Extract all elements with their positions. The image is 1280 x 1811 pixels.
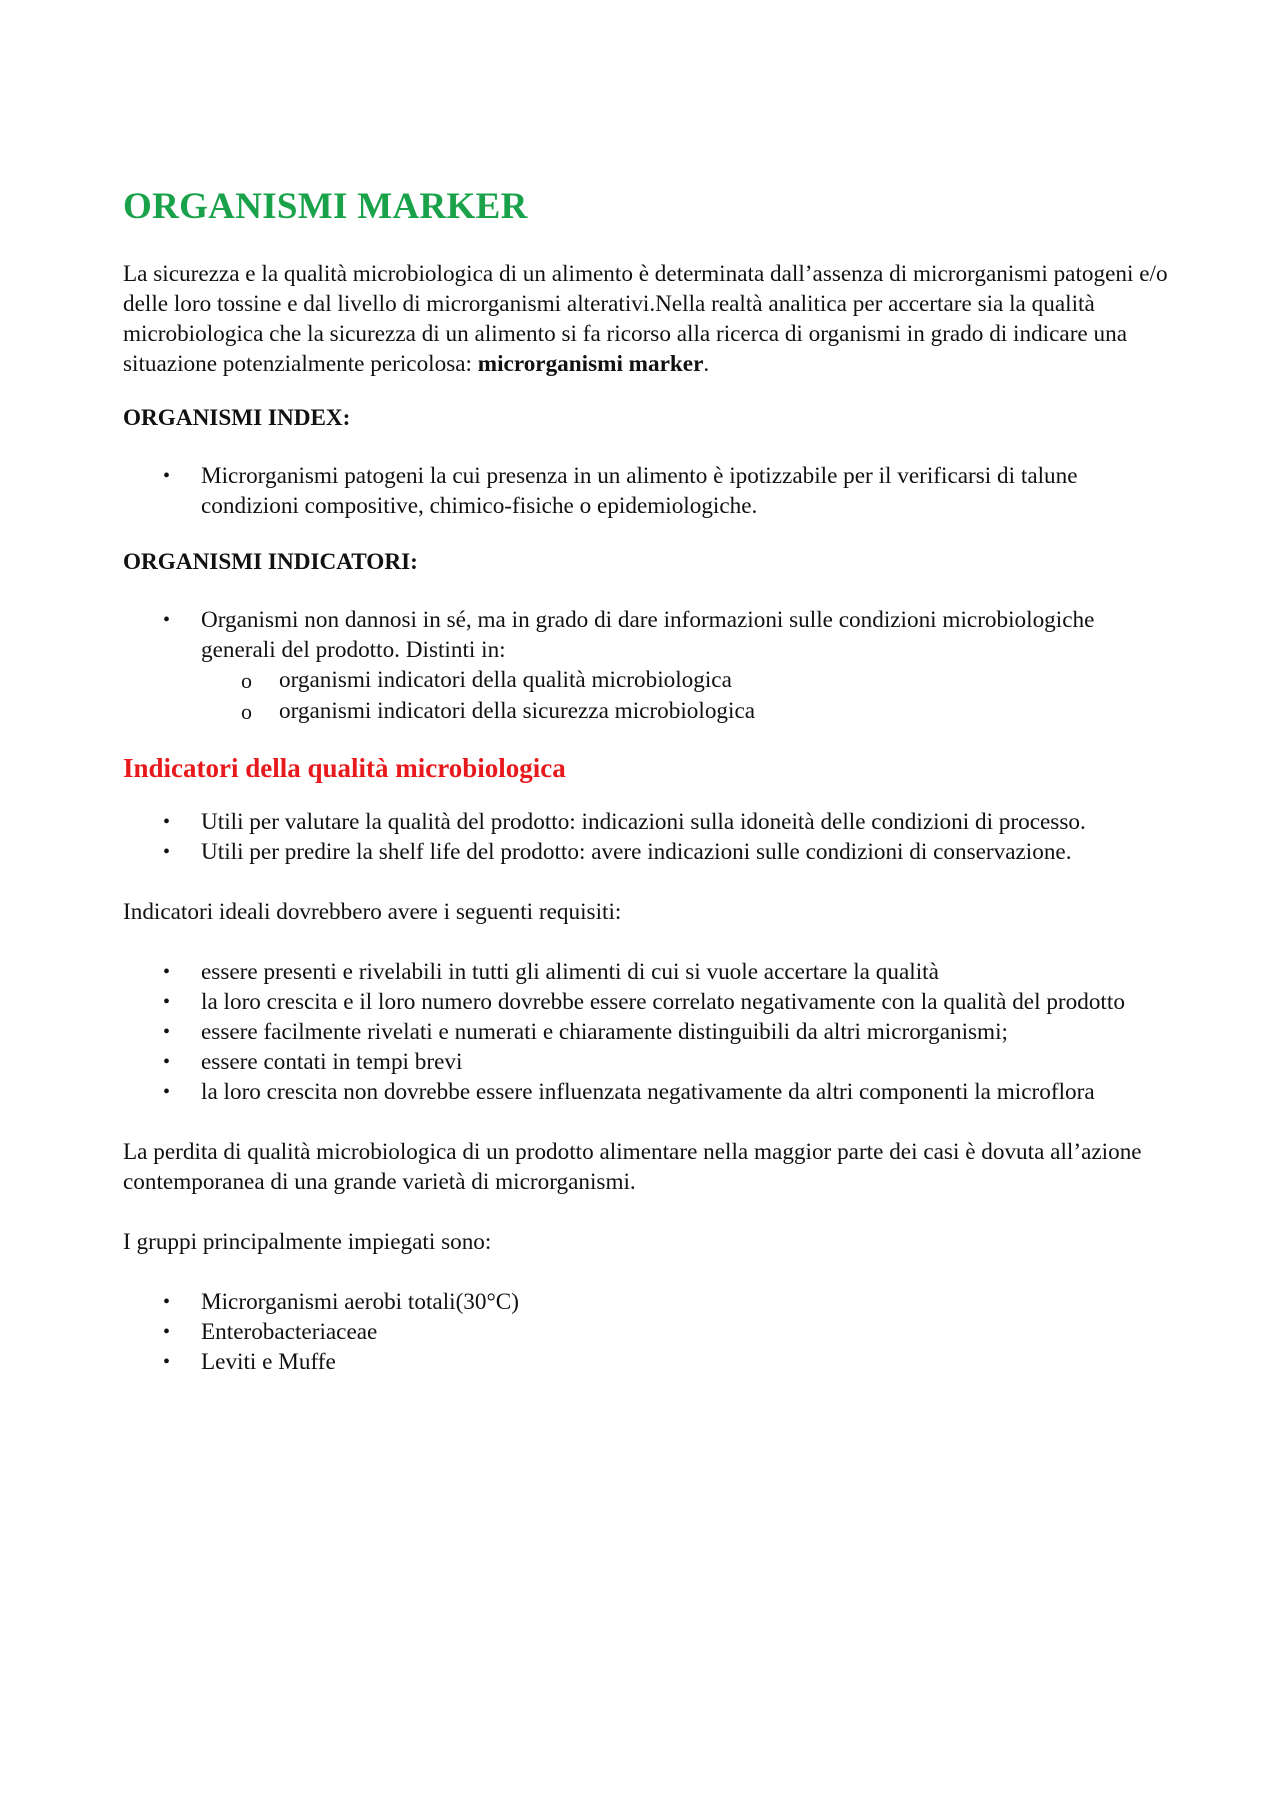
index-list — [123, 461, 1168, 521]
sub-bullet-icon: o — [241, 668, 252, 693]
bullet-icon: • — [163, 1051, 171, 1073]
document-page — [123, 183, 1168, 1377]
list-item: • essere presenti e rivelabili in tutti gli alimenti di cui si vuole accertare la qualità — [163, 959, 939, 985]
requisiti-intro: Indicatori ideali dovrebbero avere i seguenti requisiti: — [123, 899, 622, 925]
list-item: • Organismi non dannosi in sé, ma in grado di dare informazioni sulle condizioni microbiologiche generali del prodotto. Distinti in: o organismi indicatori della qualità microbiologica o organismi indicatori della sicurezza microbiologica — [123, 605, 1168, 727]
qualita-heading: Indicatori della qualità microbiologica — [123, 753, 566, 783]
bullet-icon: • — [163, 1291, 171, 1313]
document-title: ORGANISMI MARKER — [123, 186, 528, 227]
qualita-list — [123, 807, 1168, 867]
bullet-icon: • — [163, 811, 171, 833]
list-item: • la loro crescita non dovrebbe essere influenzata negativamente da altri componenti la microflora — [163, 1079, 1095, 1105]
index-heading: ORGANISMI INDEX: — [123, 405, 351, 431]
intro-bold-term: microrganismi marker — [477, 351, 704, 377]
list-item: • essere contati in tempi brevi — [163, 1049, 463, 1075]
indicatori-heading: ORGANISMI INDICATORI: — [123, 549, 418, 575]
list-item: • Utili per valutare la qualità del prodotto: indicazioni sulla idoneità delle condizioni di processo. — [163, 809, 1086, 835]
bullet-icon: • — [163, 465, 171, 487]
bullet-icon: • — [163, 961, 171, 983]
indicatori-list — [123, 605, 1168, 727]
list-item: • Microrganismi patogeni la cui presenza in un alimento è ipotizzabile per il verificarsi di talune condizioni compositive, chimico-fisiche o epidemiologiche. — [163, 463, 1078, 519]
gruppi-intro: I gruppi principalmente impiegati sono: — [123, 1229, 492, 1255]
sub-list-item: o organismi indicatori della qualità microbiologica — [201, 665, 1168, 696]
bullet-icon: • — [163, 1021, 171, 1043]
list-item: • Microrganismi aerobi totali(30°C) — [163, 1289, 519, 1315]
bullet-icon: • — [163, 991, 171, 1013]
sub-list-item: o organismi indicatori della sicurezza microbiologica — [201, 696, 1168, 727]
list-item: • la loro crescita e il loro numero dovrebbe essere correlato negativamente con la qualità del prodotto — [163, 989, 1125, 1015]
bullet-icon: • — [163, 609, 171, 631]
list-item: • Leviti e Muffe — [163, 1349, 336, 1375]
gruppi-list — [123, 1287, 1168, 1377]
requisiti-list — [123, 957, 1168, 1107]
bullet-icon: • — [163, 841, 171, 863]
sub-bullet-icon: o — [241, 699, 252, 724]
intro-paragraph — [123, 259, 1168, 379]
intro-text: La sicurezza e la qualità microbiologica di un alimento è determinata dall’assenza di microrganismi patogeni e/o delle loro tossine e dal livello di microrganismi alterativi.Nella realtà analitica per accertare sia la qualità microbiologica che la sicurezza di un alimento si fa ricorso alla ricerca di organismi in grado di indicare una situazione potenzialmente pericolosa: — [123, 261, 1168, 377]
perdita-paragraph: La perdita di qualità microbiologica di un prodotto alimentare nella maggior parte dei casi è dovuta all’azione contemporanea di una grande varietà di microrganismi. — [123, 1139, 1142, 1195]
indicatori-sub-list — [201, 665, 1168, 727]
intro-end: . — [703, 351, 710, 377]
list-item: • Enterobacteriaceae — [163, 1319, 378, 1345]
bullet-icon: • — [163, 1321, 171, 1343]
bullet-icon: • — [163, 1351, 171, 1373]
bullet-icon: • — [163, 1081, 171, 1103]
list-item: • essere facilmente rivelati e numerati e chiaramente distinguibili da altri microrganismi; — [163, 1019, 1008, 1045]
list-item: • Utili per predire la shelf life del prodotto: avere indicazioni sulle condizioni di conservazione. — [163, 839, 1072, 865]
